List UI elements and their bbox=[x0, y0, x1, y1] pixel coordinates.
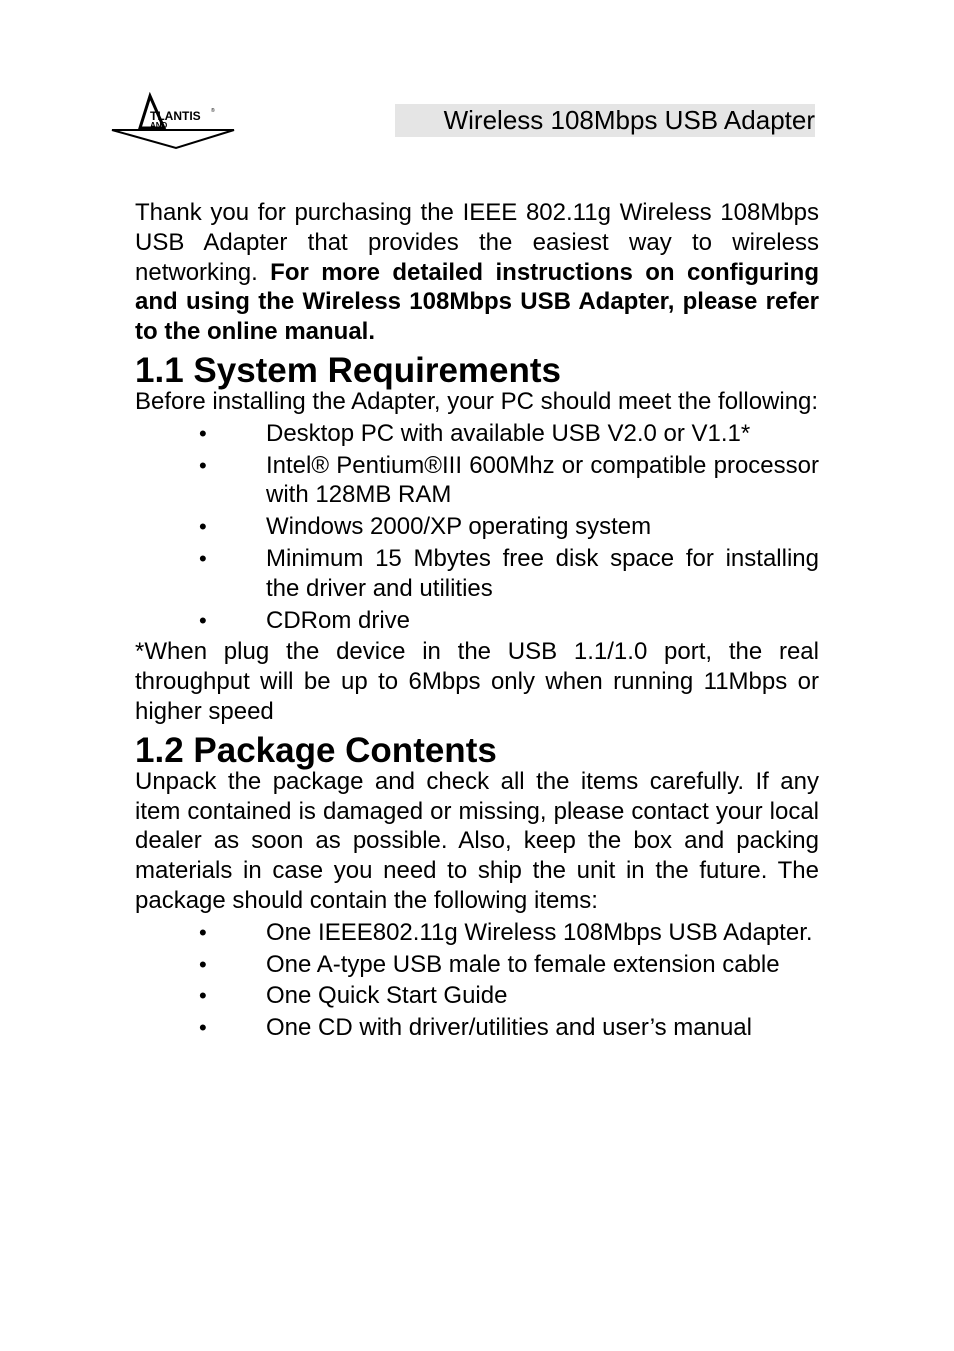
section-heading-package-contents: 1.2 Package Contents bbox=[135, 730, 497, 770]
bullet-icon: • bbox=[199, 514, 207, 540]
intro-text: Thank you for purchasing the IEEE 802.11g Wireless 108Mbps USB Adapter that provides the easiest way to wireless networking. bbox=[135, 199, 819, 286]
list-item: • Minimum 15 Mbytes free disk space for installing the driver and utilities bbox=[199, 544, 819, 602]
svg-text:TLANTIS: TLANTIS bbox=[150, 109, 201, 123]
document-header-title: Wireless 108Mbps USB Adapter bbox=[395, 104, 815, 137]
svg-text:®: ® bbox=[211, 108, 215, 114]
list-item: • One Quick Start Guide bbox=[199, 982, 508, 1010]
bullet-icon: • bbox=[199, 607, 207, 633]
list-item: • One A-type USB male to female extension cable bbox=[199, 950, 780, 978]
intro-paragraph bbox=[135, 198, 819, 347]
bullet-icon: • bbox=[199, 919, 207, 945]
bullet-icon: • bbox=[199, 1015, 207, 1041]
list-item: • Windows 2000/XP operating system bbox=[199, 513, 652, 541]
system-requirements-list bbox=[135, 419, 819, 636]
bullet-icon: • bbox=[199, 951, 207, 977]
usb-note: *When plug the device in the USB 1.1/1.0 port, the real throughput will be up to 6Mbps only when running 11Mbps or higher speed bbox=[135, 638, 819, 725]
list-item: • Desktop PC with available USB V2.0 or V1.1* bbox=[199, 419, 751, 447]
list-item: • Intel® Pentium®III 600Mhz or compatible processor with 128MB RAM bbox=[199, 451, 819, 509]
list-item: • One IEEE802.11g Wireless 108Mbps USB Adapter. bbox=[199, 918, 813, 946]
section2-lead: Unpack the package and check all the items carefully. If any item contained is damaged or missing, please contact your local dealer as soon as possible. Also, keep the box and packing materials in case you need to ship the unit in the future. The package should contain the following items: bbox=[135, 767, 819, 914]
page-content bbox=[135, 198, 819, 1045]
list-item: • CDRom drive bbox=[199, 606, 411, 634]
bullet-icon: • bbox=[199, 452, 207, 478]
package-contents-list bbox=[135, 918, 819, 1043]
section-heading-system-requirements: 1.1 System Requirements bbox=[135, 350, 562, 390]
bullet-icon: • bbox=[199, 983, 207, 1009]
svg-text:AND: AND bbox=[150, 121, 168, 130]
bullet-icon: • bbox=[199, 420, 207, 446]
intro-bold-text: For more detailed instructions on configuring and using the Wireless 108Mbps USB Adapter, please refer to the online manual. bbox=[135, 258, 819, 346]
section1-lead: Before installing the Adapter, your PC should meet the following: bbox=[135, 387, 819, 415]
bullet-icon: • bbox=[199, 545, 207, 571]
atlantis-logo bbox=[110, 92, 236, 150]
list-item: • One CD with driver/utilities and user’s manual bbox=[199, 1014, 752, 1042]
